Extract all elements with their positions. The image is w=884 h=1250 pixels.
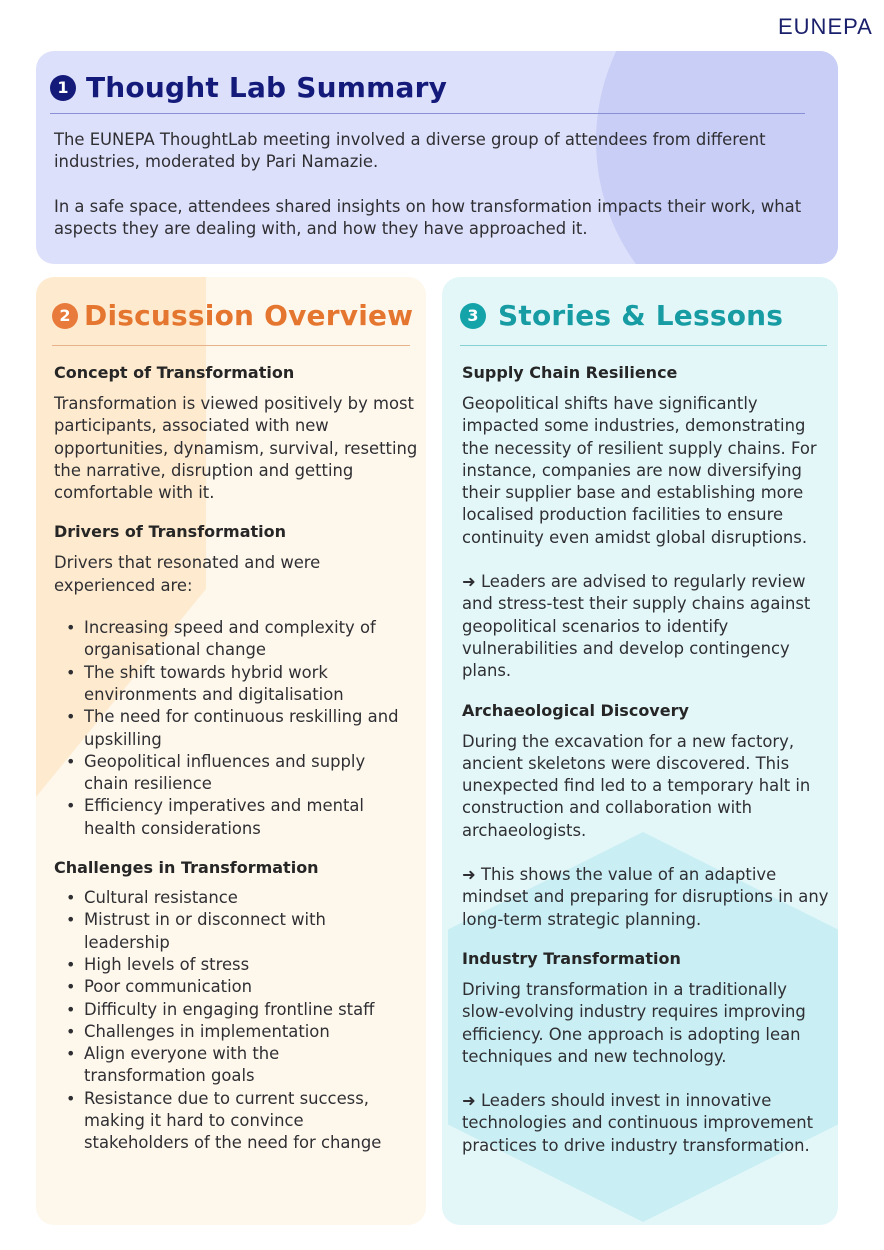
concept-heading: Concept of Transformation xyxy=(54,363,295,382)
challenges-list xyxy=(52,887,426,1155)
discussion-divider xyxy=(52,345,410,346)
industry-lesson: ➜ Leaders should invest in innovative technologies and continuous improvement practices to drive industry transformation. xyxy=(462,1091,814,1155)
discussion-panel xyxy=(36,277,426,1225)
supply-lesson: ➜ Leaders are advised to regularly review and stress-test their supply chains against geopolitical scenarios to identify vulnerabilities and develop contingency plans. xyxy=(462,572,811,681)
summary-divider xyxy=(50,113,805,114)
archaeology-heading: Archaeological Discovery xyxy=(462,700,689,720)
summary-heading xyxy=(50,71,838,104)
list-item: • The shift towards hybrid work environments and digitalisation xyxy=(66,662,401,707)
industry-heading: Industry Transformation xyxy=(462,948,681,968)
list-item: • Mistrust in or disconnect with leadership xyxy=(66,909,401,954)
list-item: • Increasing speed and complexity of organisational change xyxy=(66,617,401,662)
logo-text: EUNEPA xyxy=(778,14,873,39)
industry-text: Driving transformation in a traditionally slow-evolving industry requires improving efficiency. One approach is adopting lean techniques and new technology. xyxy=(462,979,806,1066)
archaeology-text: During the excavation for a new factory, ancient skeletons were discovered. This unexpected find led to a temporary halt in construction and collaboration with archaeologists. xyxy=(462,731,811,840)
summary-paragraph-2: In a safe space, attendees shared insights on how transformation impacts their work, what aspects they are dealing with, and how they have approached it. xyxy=(54,196,802,238)
summary-panel xyxy=(36,51,838,264)
summary-title: Thought Lab Summary xyxy=(86,71,448,104)
concept-text: Transformation is viewed positively by most participants, associated with new opportunities, dynamism, survival, resetting the narrative, disruption and getting comfortable with it. xyxy=(54,394,418,503)
supply-heading: Supply Chain Resilience xyxy=(462,363,678,382)
stories-divider xyxy=(460,345,827,346)
drivers-heading: Drivers of Transformation xyxy=(54,522,287,542)
list-item: • Resistance due to current success, making it hard to convince stakeholders of the need for change xyxy=(66,1088,401,1155)
summary-paragraph-1: The EUNEPA ThoughtLab meeting involved a diverse group of attendees from different industries, moderated by Pari Namazie. xyxy=(54,130,766,172)
list-item: • Align everyone with the transformation goals xyxy=(66,1043,401,1088)
challenges-heading: Challenges in Transformation xyxy=(54,858,319,878)
list-item: • Geopolitical influences and supply chain resilience xyxy=(66,751,401,796)
list-item: • The need for continuous reskilling and upskilling xyxy=(66,706,401,751)
section-number-2: 2 xyxy=(52,303,78,329)
drivers-intro: Drivers that resonated and were experienced are: xyxy=(54,553,321,595)
section-number-3: 3 xyxy=(460,303,486,329)
list-item: • Efficiency imperatives and mental health considerations xyxy=(66,795,401,840)
eunepa-logo xyxy=(778,14,873,40)
archaeology-lesson: ➜ This shows the value of an adaptive mindset and preparing for disruptions in any long-term strategic planning. xyxy=(462,865,829,929)
section-number-1: 1 xyxy=(50,75,76,101)
list-item: • Poor communication xyxy=(66,976,401,998)
list-item: • Challenges in implementation xyxy=(66,1021,401,1043)
drivers-list xyxy=(52,617,426,840)
discussion-title: Discussion Overview xyxy=(84,299,414,332)
discussion-heading xyxy=(52,299,426,332)
list-item: • Cultural resistance xyxy=(66,887,401,909)
stories-title: Stories & Lessons xyxy=(498,299,784,332)
supply-text: Geopolitical shifts have significantly impacted some industries, demonstrating the necessity of resilient supply chains. For instance, companies are now diversifying their supplier base and establishing more localised production facilities to ensure continuity even amidst global disruptions. xyxy=(462,394,817,547)
list-item: • High levels of stress xyxy=(66,954,401,976)
stories-panel xyxy=(442,277,838,1225)
list-item: • Difficulty in engaging frontline staff xyxy=(66,999,401,1021)
stories-heading xyxy=(460,299,838,332)
